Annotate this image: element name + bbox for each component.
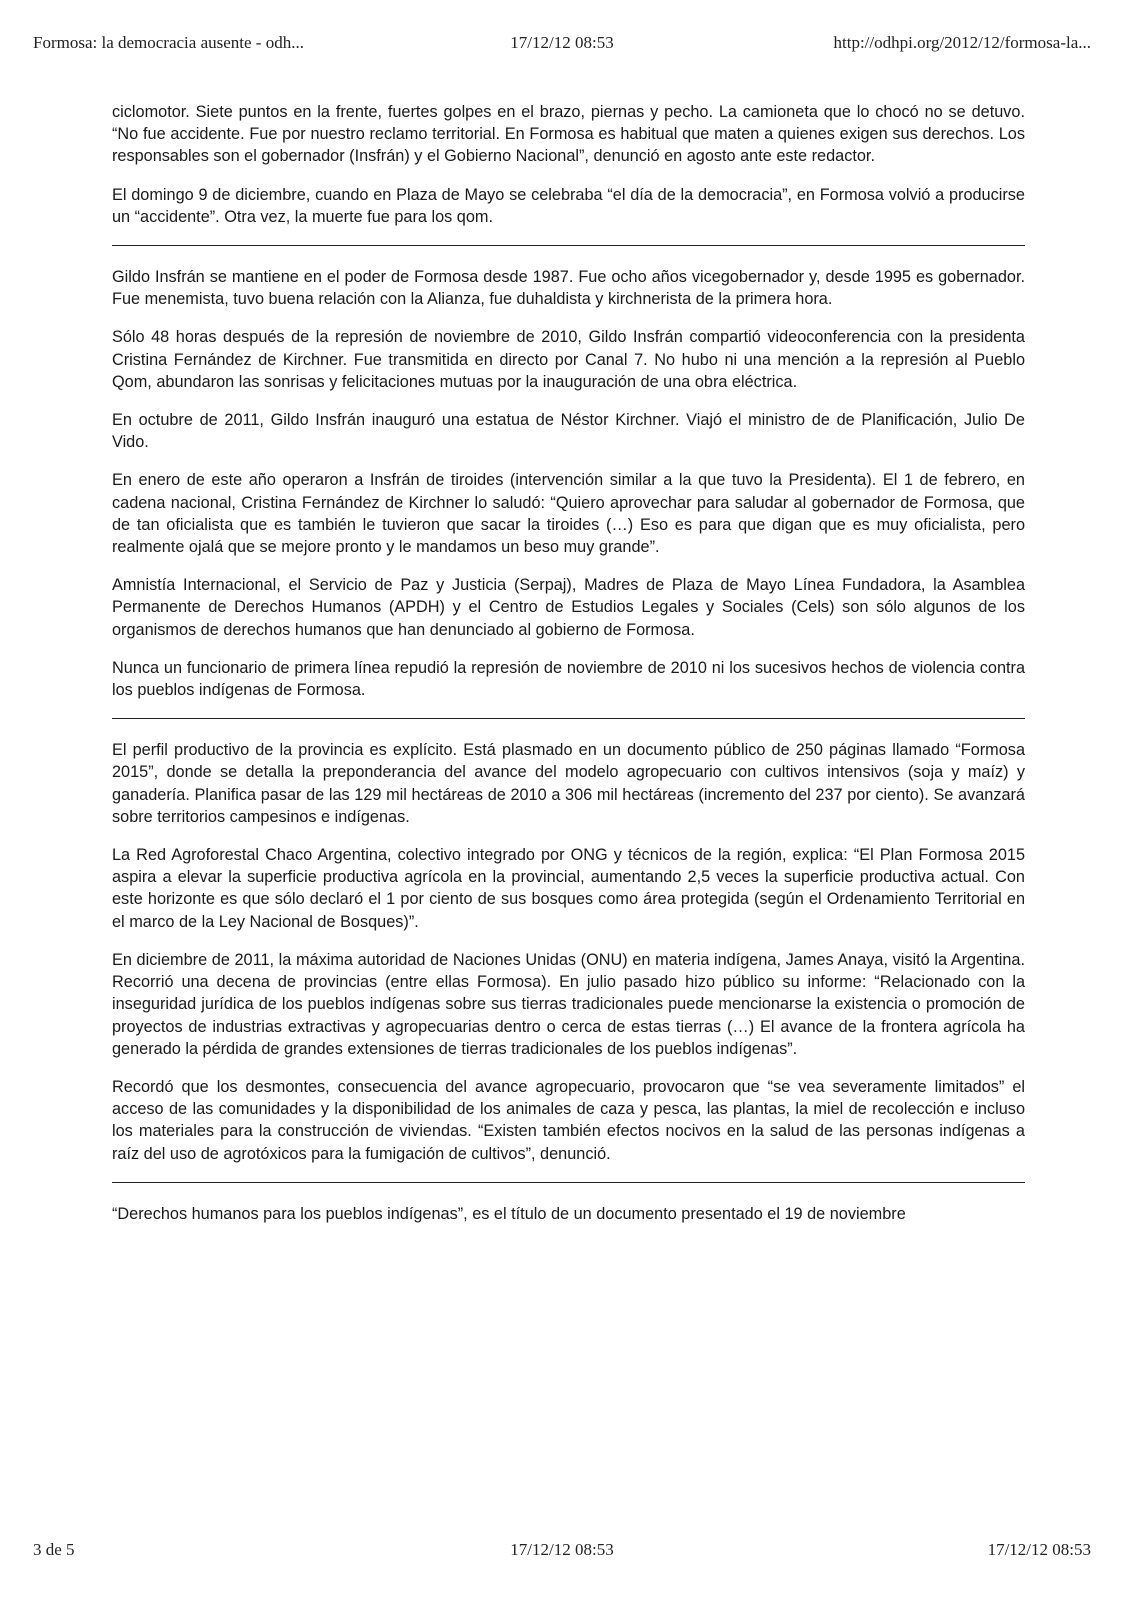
footer-datetime-center: 17/12/12 08:53 [510, 1540, 614, 1559]
section-divider [112, 245, 1025, 246]
section-divider [112, 1182, 1025, 1183]
paragraph: El perfil productivo de la provincia es explícito. Está plasmado en un documento público de 250 páginas llamado “Formosa 2015”, donde se detalla la preponderancia del avance del modelo agropecuario con cultivos intensivos (soja y maíz) y ganadería. Planifica pasar de las 129 mil hectáreas de 2010 a 306 mil hectáreas (incremento del 237 por ciento). Se avanzará sobre territorios campesinos e indígenas. [112, 741, 1025, 826]
print-datetime: 17/12/12 08:53 [510, 33, 614, 52]
page-url: http://odhpi.org/2012/12/formosa-la... [833, 33, 1091, 52]
article-body [112, 101, 1025, 1241]
paragraph: La Red Agroforestal Chaco Argentina, colectivo integrado por ONG y técnicos de la región, explica: “El Plan Formosa 2015 aspira a elevar la superficie productiva agrícola en la provincial, aumentando 2,5 veces la superficie productiva actual. Con este horizonte es que sólo declaró el 1 por ciento de sus bosques como área protegida (según el Ordenamiento Territorial en el marco de la Ley Nacional de Bosques)”. [112, 846, 1025, 931]
paragraph: En diciembre de 2011, la máxima autoridad de Naciones Unidas (ONU) en materia indígena, James Anaya, visitó la Argentina. Recorrió una decena de provincias (entre ellas Formosa). En julio pasado hizo público su informe: “Relacionado con la inseguridad jurídica de los pueblos indígenas sobre sus tierras tradicionales puede mencionarse la existencia o promoción de proyectos de industrias extractivas y agropecuarias dentro o cerca de estas tierras (…) El avance de la frontera agrícola ha generado la pérdida de grandes extensiones de tierras tradicionales de los pueblos indígenas”. [112, 950, 1025, 1058]
page-number: 3 de 5 [33, 1540, 75, 1559]
paragraph: ciclomotor. Siete puntos en la frente, fuertes golpes en el brazo, piernas y pecho. La camioneta que lo chocó no se detuvo. “No fue accidente. Fue por nuestro reclamo territorial. En Formosa es habitual que maten a quienes exigen sus derechos. Los responsables son el gobernador (Insfrán) y el Gobierno Nacional”, denunció en agosto ante este redactor. [112, 103, 1025, 166]
paragraph: Recordó que los desmontes, consecuencia del avance agropecuario, provocaron que “se vea severamente limitados” el acceso de las comunidades y la disponibilidad de los animales de caza y pesca, las plantas, la miel de recolección e incluso los materiales para la construcción de viviendas. “Existen también efectos nocivos en la salud de las personas indígenas a raíz del uso de agrotóxicos para la fumigación de cultivos”, denunció. [112, 1077, 1025, 1163]
paragraph: Nunca un funcionario de primera línea repudió la represión de noviembre de 2010 ni los sucesivos hechos de violencia contra los pueblos indígenas de Formosa. [112, 658, 1025, 700]
footer-datetime-right: 17/12/12 08:53 [987, 1540, 1091, 1559]
page-title: Formosa: la democracia ausente - odh... [33, 33, 304, 52]
section-divider [112, 718, 1025, 719]
paragraph: En octubre de 2011, Gildo Insfrán inauguró una estatua de Néstor Kirchner. Viajó el ministro de de Planificación, Julio De Vido. [112, 411, 1025, 452]
paragraph: “Derechos humanos para los pueblos indígenas”, es el título de un documento presentado el 19 de noviembre [112, 1204, 906, 1223]
paragraph: Sólo 48 horas después de la represión de noviembre de 2010, Gildo Insfrán compartió videoconferencia con la presidenta Cristina Fernández de Kirchner. Fue transmitida en directo por Canal 7. No hubo ni una mención a la represión al Pueblo Qom, abundaron las sonrisas y felicitaciones mutuas por la inauguración de una obra eléctrica. [112, 328, 1025, 391]
paragraph: Amnistía Internacional, el Servicio de Paz y Justicia (Serpaj), Madres de Plaza de Mayo Línea Fundadora, la Asamblea Permanente de Derechos Humanos (APDH) y el Centro de Estudios Legales y Sociales (Cels) son sólo algunos de los organismos de derechos humanos que han denunciado al gobierno de Formosa. [112, 576, 1025, 639]
paragraph: En enero de este año operaron a Insfrán de tiroides (intervención similar a la que tuvo la Presidenta). El 1 de febrero, en cadena nacional, Cristina Fernández de Kirchner lo saludó: “Quiero aprovechar para saludar al gobernador de Formosa, que de tan oficialista que es también le tuvieron que sacar la tiroides (…) Eso es para que digan que es muy oficialista, pero realmente ojalá que se mejore pronto y le mandamos un beso muy grande”. [112, 471, 1025, 557]
paragraph: El domingo 9 de diciembre, cuando en Plaza de Mayo se celebraba “el día de la democracia”, en Formosa volvió a producirse un “accidente”. Otra vez, la muerte fue para los qom. [112, 185, 1025, 226]
paragraph: Gildo Insfrán se mantiene en el poder de Formosa desde 1987. Fue ocho años vicegobernador y, desde 1995 es gobernador. Fue menemista, tuvo buena relación con la Alianza, fue duhaldista y kirchnerista de la primera hora. [112, 268, 1025, 309]
